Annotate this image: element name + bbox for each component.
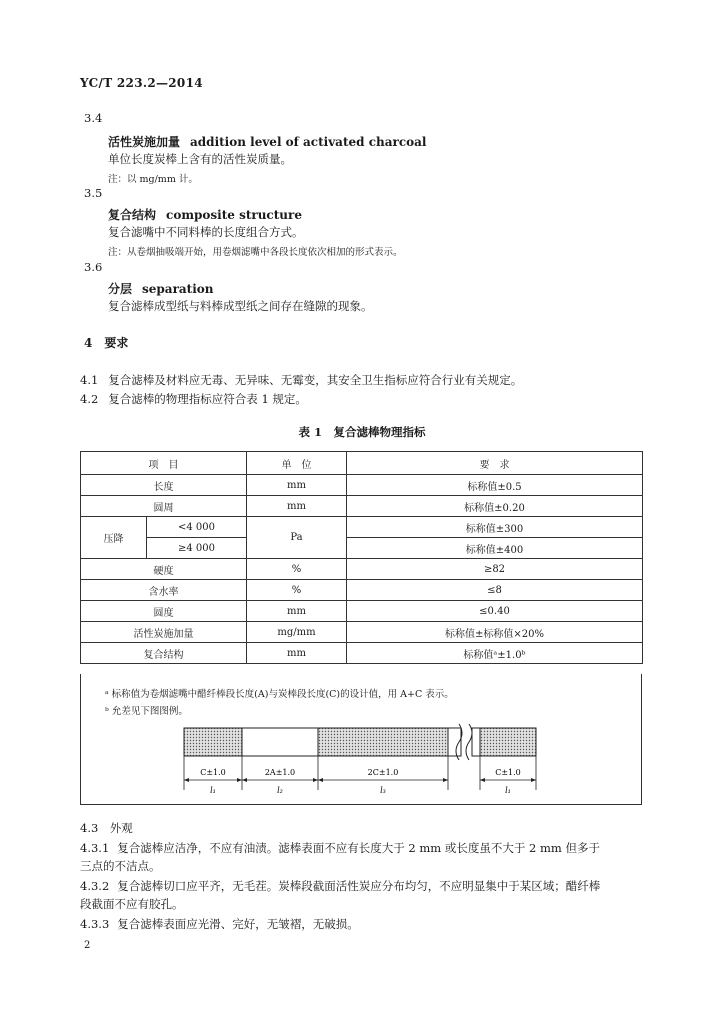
dimension-extension-lines bbox=[184, 756, 536, 790]
physical-spec-table bbox=[80, 451, 643, 664]
clause-4-3-3: 4.3.3 复合滤棒表面应光滑、完好，无皱褶，无破损。 bbox=[80, 917, 359, 931]
row-unit: mm bbox=[247, 475, 347, 496]
tolerance-diagram bbox=[81, 718, 641, 804]
document-code: YC/T 223.2—2014 bbox=[80, 76, 203, 90]
clause-4-3-2-line1: 4.3.2 复合滤棒切口应平齐，无毛茬。炭棒段截面活性炭应分布均匀，不应明显集中于某区域；醋纤棒 bbox=[80, 879, 601, 893]
row-unit: mm bbox=[247, 601, 347, 622]
length-label-l4: l₁ bbox=[505, 786, 511, 795]
row-item: 复合结构 bbox=[81, 643, 247, 664]
table-row bbox=[81, 517, 643, 538]
table-caption: 表 1 复合滤棒物理指标 bbox=[298, 425, 426, 439]
row-item: 硬度 bbox=[81, 559, 247, 580]
row-item: 圆周 bbox=[81, 496, 247, 517]
row-subitem: <4 000 bbox=[147, 517, 247, 538]
section-3-6-term bbox=[108, 280, 214, 297]
dim-label-seg4: C±1.0 bbox=[495, 768, 521, 777]
row-unit: mm bbox=[247, 496, 347, 517]
row-req: 标称值±300 bbox=[347, 517, 643, 538]
row-unit: % bbox=[247, 580, 347, 601]
table-row bbox=[81, 538, 643, 559]
table-row bbox=[81, 559, 643, 580]
row-unit: Pa bbox=[247, 517, 347, 559]
row-item: 含水率 bbox=[81, 580, 247, 601]
segment-charcoal-end bbox=[480, 728, 536, 756]
row-unit: % bbox=[247, 559, 347, 580]
clause-4-3-1-line1: 4.3.1 复合滤棒应洁净，不应有油渍。滤棒表面不应有长度大于 2 mm 或长度虽不大于 2 mm 但多于 bbox=[80, 841, 600, 855]
footnote-a: ᵃ 标称值为卷烟滤嘴中醋纤棒段长度(A)与炭棒段长度(C)的设计值，用 A+C 表示。 bbox=[105, 689, 454, 700]
clause-4-3-1-line2: 三点的不洁点。 bbox=[80, 859, 161, 873]
dim-label-seg2: 2A±1.0 bbox=[264, 768, 296, 777]
row-unit: mm bbox=[247, 643, 347, 664]
table-row bbox=[81, 601, 643, 622]
clause-4-3-2-line2: 段截面不应有胶孔。 bbox=[80, 897, 184, 911]
row-req: 标称值±0.20 bbox=[347, 496, 643, 517]
break-mark-right bbox=[466, 724, 472, 760]
section-3-6-number: 3.6 bbox=[84, 260, 103, 274]
length-label-l3: l₃ bbox=[380, 786, 386, 795]
row-unit: mg/mm bbox=[247, 622, 347, 643]
section-3-6-definition: 复合滤棒成型纸与料棒成型纸之间存在缝隙的现象。 bbox=[108, 299, 373, 313]
row-item: 压降 bbox=[81, 517, 147, 559]
table-footnote-box bbox=[80, 674, 642, 805]
section-3-5-definition: 复合滤嘴中不同料棒的长度组合方式。 bbox=[108, 225, 304, 239]
table-row bbox=[81, 496, 643, 517]
section-4-3-heading: 4.3 外观 bbox=[80, 821, 133, 835]
table-header-row bbox=[81, 452, 643, 475]
header-item: 项 目 bbox=[81, 452, 247, 475]
section-3-5-note: 注：从卷烟抽吸端开始，用卷烟滤嘴中各段长度依次相加的形式表示。 bbox=[108, 247, 403, 258]
clause-4-2: 4.2 复合滤棒的物理指标应符合表 1 规定。 bbox=[80, 392, 307, 406]
length-label-l1: l₁ bbox=[210, 786, 216, 795]
term-en: addition level of activated charcoal bbox=[190, 135, 427, 149]
row-req: 标称值±标称值×20% bbox=[347, 622, 643, 643]
section-4-heading: 4 要求 bbox=[84, 336, 129, 350]
row-req: ≥82 bbox=[347, 559, 643, 580]
section-3-4-note: 注：以 mg/mm 计。 bbox=[108, 174, 198, 185]
row-item: 圆度 bbox=[81, 601, 247, 622]
table-row bbox=[81, 622, 643, 643]
row-subitem: ≥4 000 bbox=[147, 538, 247, 559]
row-req: 标称值±400 bbox=[347, 538, 643, 559]
term-zh: 分层 bbox=[108, 282, 133, 296]
segment-acetate bbox=[242, 728, 318, 756]
header-unit: 单 位 bbox=[247, 452, 347, 475]
segment-charcoal-1 bbox=[184, 728, 242, 756]
term-en: composite structure bbox=[166, 208, 302, 222]
row-req: 标称值ᵃ±1.0ᵇ bbox=[347, 643, 643, 664]
header-requirement: 要 求 bbox=[347, 452, 643, 475]
clause-4-1: 4.1 复合滤棒及材料应无毒、无异味、无霉变，其安全卫生指标应符合行业有关规定。 bbox=[80, 373, 523, 387]
segment-acetate-end bbox=[472, 728, 480, 756]
dim-label-seg3: 2C±1.0 bbox=[367, 768, 399, 777]
row-item: 活性炭施加量 bbox=[81, 622, 247, 643]
term-zh: 活性炭施加量 bbox=[108, 135, 181, 149]
table-row bbox=[81, 580, 643, 601]
table-row bbox=[81, 475, 643, 496]
page-number: 2 bbox=[84, 940, 91, 951]
section-3-5-term bbox=[108, 206, 302, 223]
length-label-l2: l₂ bbox=[277, 786, 283, 795]
row-req: ≤8 bbox=[347, 580, 643, 601]
section-3-4-term bbox=[108, 133, 426, 150]
segment-charcoal-2 bbox=[318, 728, 448, 756]
term-en: separation bbox=[142, 282, 214, 296]
term-zh: 复合结构 bbox=[108, 208, 157, 222]
row-item: 长度 bbox=[81, 475, 247, 496]
section-3-4-definition: 单位长度炭棒上含有的活性炭质量。 bbox=[108, 152, 292, 166]
dim-label-seg1: C±1.0 bbox=[200, 768, 226, 777]
footnote-b: ᵇ 允差见下图图例。 bbox=[105, 706, 188, 717]
section-3-4-number: 3.4 bbox=[84, 111, 103, 125]
row-req: 标称值±0.5 bbox=[347, 475, 643, 496]
row-req: ≤0.40 bbox=[347, 601, 643, 622]
section-3-5-number: 3.5 bbox=[84, 186, 103, 200]
table-row bbox=[81, 643, 643, 664]
